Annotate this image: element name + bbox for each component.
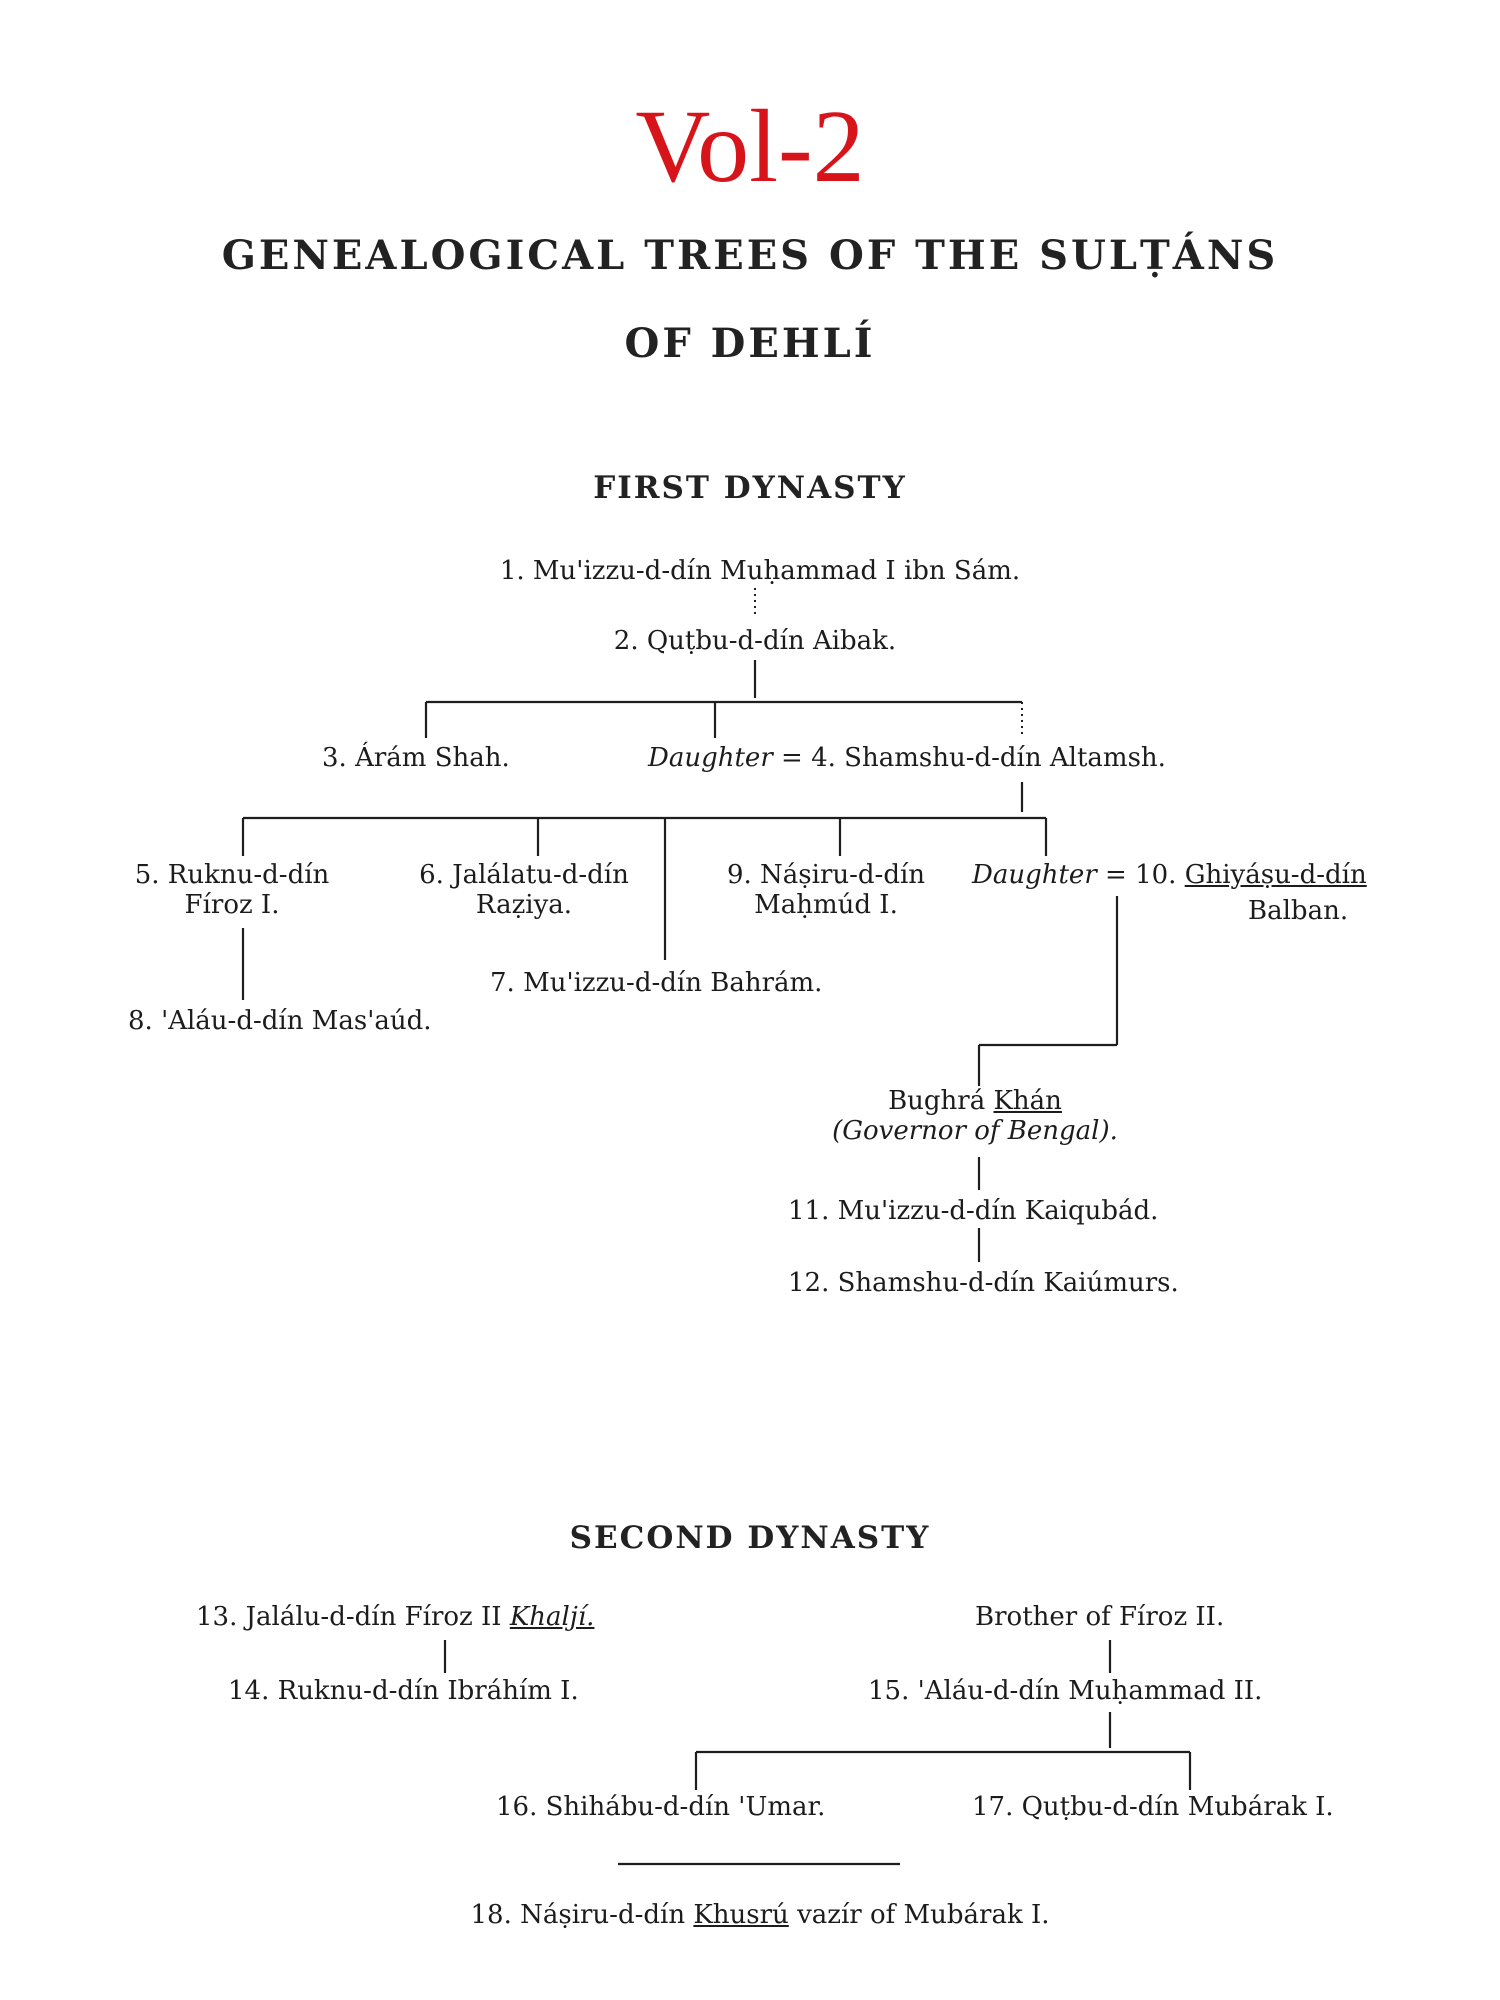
khan-label: Khán <box>993 1086 1062 1116</box>
sultan-3: 3. Árám Shah. <box>322 743 510 773</box>
sultan-9-line2: Maḥmúd I. <box>754 890 898 920</box>
second-dynasty-heading: SECOND DYNASTY <box>569 1520 931 1556</box>
sultan-9-line1: 9. Náṣiru-d-dín <box>726 860 926 890</box>
daughter-label: Daughter <box>972 860 1097 890</box>
sultan-11: 11. Mu'izzu-d-dín Kaiqubád. <box>788 1196 1159 1226</box>
sultan-5-line1: 5. Ruknu-d-dín <box>134 860 330 890</box>
sultan-12: 12. Shamshu-d-dín Kaiúmurs. <box>788 1268 1179 1298</box>
sultan-4: 4. Shamshu-d-dín Altamsh. <box>811 743 1166 773</box>
sultan-6-line1: 6. Jalálatu-d-dín <box>419 860 629 890</box>
daughter-of-altamsh <box>972 860 1367 890</box>
sultan-6-line2: Raẓiya. <box>475 890 573 920</box>
sultan-13-tribe: Khaljí. <box>509 1602 595 1632</box>
sultan-1: 1. Mu'izzu-d-dín Muḥammad I ibn Sám. <box>499 556 1021 586</box>
sultan-5 <box>135 860 330 920</box>
daughter-of-aibak <box>648 743 1166 773</box>
sultan-7: 7. Mu'izzu-d-dín Bahrám. <box>490 968 823 998</box>
sultan-16: 16. Shihábu-d-dín 'Umar. <box>496 1792 826 1822</box>
sultan-10-line2: Balban. <box>1248 896 1349 926</box>
brother-of-firoz: Brother of Fíroz II. <box>975 1602 1225 1632</box>
bughra-khan <box>832 1086 1118 1146</box>
sultan-18 <box>470 1900 1049 1930</box>
sultan-5-line2: Fíroz I. <box>184 890 280 920</box>
daughter-label: Daughter <box>648 743 773 773</box>
sultan-18-role: vazír of Mubárak I. <box>797 1900 1050 1930</box>
marriage-sign: = <box>1105 860 1127 890</box>
sultan-18-khusru: Khusrú <box>693 1900 789 1930</box>
page-title-line2: OF DEHLÍ <box>624 320 876 367</box>
page-title: GENEALOGICAL TREES OF THE SULṬÁNS <box>221 232 1279 279</box>
marriage-sign: = <box>781 743 803 773</box>
sultan-9 <box>727 860 925 920</box>
sultan-18-name: 18. Náṣiru-d-dín <box>470 1900 686 1930</box>
first-dynasty-heading: FIRST DYNASTY <box>593 470 907 506</box>
sultan-10-number: 10. <box>1135 860 1177 890</box>
bughra-khan-name <box>832 1086 1118 1116</box>
sultan-13-name: 13. Jalálu-d-dín Fíroz II <box>196 1602 502 1632</box>
sultan-6 <box>419 860 629 920</box>
sultan-15: 15. 'Aláu-d-dín Muḥammad II. <box>868 1676 1263 1706</box>
sultan-14: 14. Ruknu-d-dín Ibráhím I. <box>228 1676 579 1706</box>
bughra-khan-title: (Governor of Bengal). <box>832 1116 1118 1146</box>
sultan-8: 8. 'Aláu-d-dín Mas'aúd. <box>128 1006 432 1036</box>
volume-label: Vol-2 <box>635 89 865 204</box>
sultan-13 <box>196 1602 594 1632</box>
sultan-17: 17. Quṭbu-d-dín Mubárak I. <box>972 1792 1334 1822</box>
bughra-label: Bughrá <box>888 1086 986 1116</box>
sultan-10-name: Ghiyáṣu-d-dín <box>1184 860 1367 890</box>
sultan-2: 2. Quṭbu-d-dín Aibak. <box>613 626 897 656</box>
